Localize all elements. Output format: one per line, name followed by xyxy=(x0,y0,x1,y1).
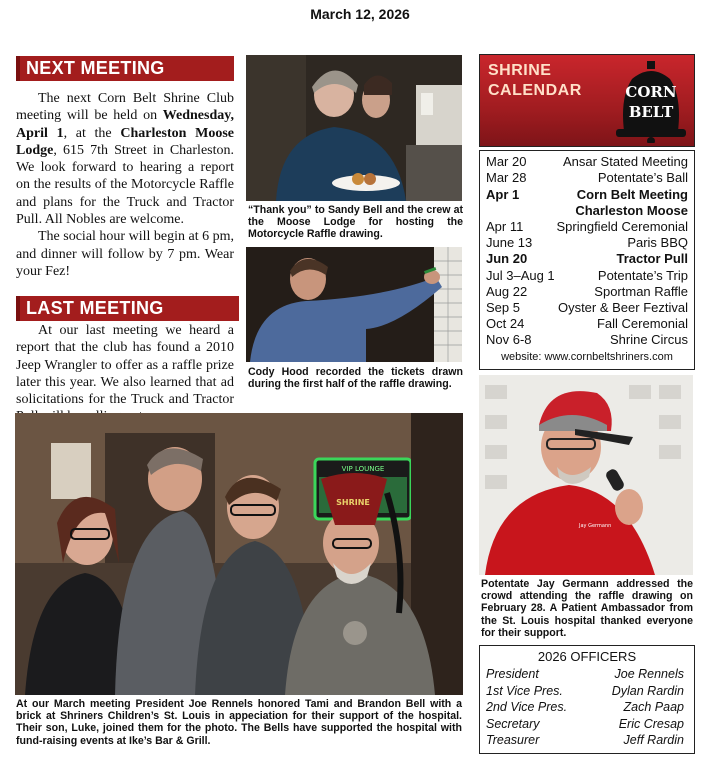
logo-belt-text: BELT xyxy=(628,103,674,121)
officers-box xyxy=(479,645,695,754)
logo-corn-text: CORN xyxy=(625,83,677,101)
next-meeting-text: The next Corn Belt Shrine Club meeting will be held on Wednesday, April 1, at the Charleston Moose Lodge, 615 7th Street in Charleston. We look forward to hearing a report on the results of the Motorcycle Raffle and plans for the Truck and Tractor Pull. All Nobles are welcome. The social hour will begin at 6 pm, and dinner will follow by 7 pm. Wear your Fez! xyxy=(16,91,234,279)
calendar-event: Mar 28 Potentate’s Ball xyxy=(486,170,688,185)
calendar-event: Sep 5 Oyster & Beer Feztival xyxy=(486,300,688,315)
calendar-title-line1: SHRINE xyxy=(488,62,552,79)
calendar-event: Charleston Moose xyxy=(575,203,688,218)
calendar-event: Aug 22 Sportman Raffle xyxy=(486,284,688,299)
officers-heading: 2026 OFFICERS xyxy=(537,649,637,664)
calendar-title-line2: CALENDAR xyxy=(488,82,582,99)
calendar-event: Jul 3–Aug 1 Potentate’s Trip xyxy=(486,268,688,283)
calendar-event: Mar 20 Ansar Stated Meeting xyxy=(486,154,688,169)
jay-germann-photo xyxy=(479,375,693,575)
officer-row: 2nd Vice Pres. Zach Paap xyxy=(486,700,684,714)
officer-row: President Joe Rennels xyxy=(486,667,684,681)
officer-row: Treasurer Jeff Rardin xyxy=(486,733,684,747)
jay-germann-caption: Potentate Jay Germann addressed the crowd attending the raffle drawing on February 28. A Patient Ambassador from the St. Louis hospital thanked everyone for their support. xyxy=(481,578,693,639)
next-meeting-heading: NEXT MEETING xyxy=(16,56,234,81)
cody-hood-photo xyxy=(246,247,462,362)
corn-belt-bell-logo xyxy=(612,61,690,143)
sandy-bell-photo xyxy=(246,55,462,201)
vip-lounge-sign: VIP LOUNGE xyxy=(341,465,385,473)
calendar-event: June 13 Paris BBQ xyxy=(486,235,688,250)
calendar-website: website: www.cornbeltshriners.com xyxy=(501,351,673,363)
shrine-calendar-header xyxy=(479,54,695,147)
next-meeting-social: The social hour will begin at 6 pm, and dinner will follow by 7 pm. Wear your Fez! xyxy=(16,229,234,279)
calendar-event: Oct 24 Fall Ceremonial xyxy=(486,316,688,331)
calendar-event: Apr 1 Corn Belt Meeting xyxy=(486,187,688,202)
shirt-name-text: Jay Germann xyxy=(579,523,612,529)
calendar-event: Nov 6-8 Shrine Circus xyxy=(486,332,688,347)
issue-date: March 12, 2026 xyxy=(310,6,410,22)
group-photo-caption: At our March meeting President Joe Rennels honored Tami and Brandon Bell with a brick at Shriners Children’s St. Louis in appeciation for their support of the hospital. Their son, Luke, joined them for the photo. The Bells have supported the hospital with fund-raising events at Ike’s Bar & Grill. xyxy=(16,698,462,747)
calendar-event: Jun 20 Tractor Pull xyxy=(486,251,688,266)
group-photo xyxy=(15,413,463,695)
cody-hood-caption: Cody Hood recorded the tickets drawn during the first half of the raffle drawing. xyxy=(248,366,463,391)
calendar-list xyxy=(479,150,695,370)
fez-text: SHRINE xyxy=(336,498,370,507)
officer-row: Secretary Eric Cresap xyxy=(486,717,684,731)
last-meeting-text: At our last meeting we heard a report that the club has found a 2010 Jeep Wrangler to offer as a raffle prize later this year. We also learned that ad solicitations for the Truck and Tractor xyxy=(16,323,234,408)
last-meeting-heading: LAST MEETING xyxy=(16,296,239,321)
sandy-bell-caption: “Thank you” to Sandy Bell and the crew at the Moose Lodge for hosting the Motorcycle Raffle drawing. xyxy=(248,204,463,241)
officer-row: 1st Vice Pres. Dylan Rardin xyxy=(486,684,684,698)
calendar-event: Apr 11 Springfield Ceremonial xyxy=(486,219,688,234)
